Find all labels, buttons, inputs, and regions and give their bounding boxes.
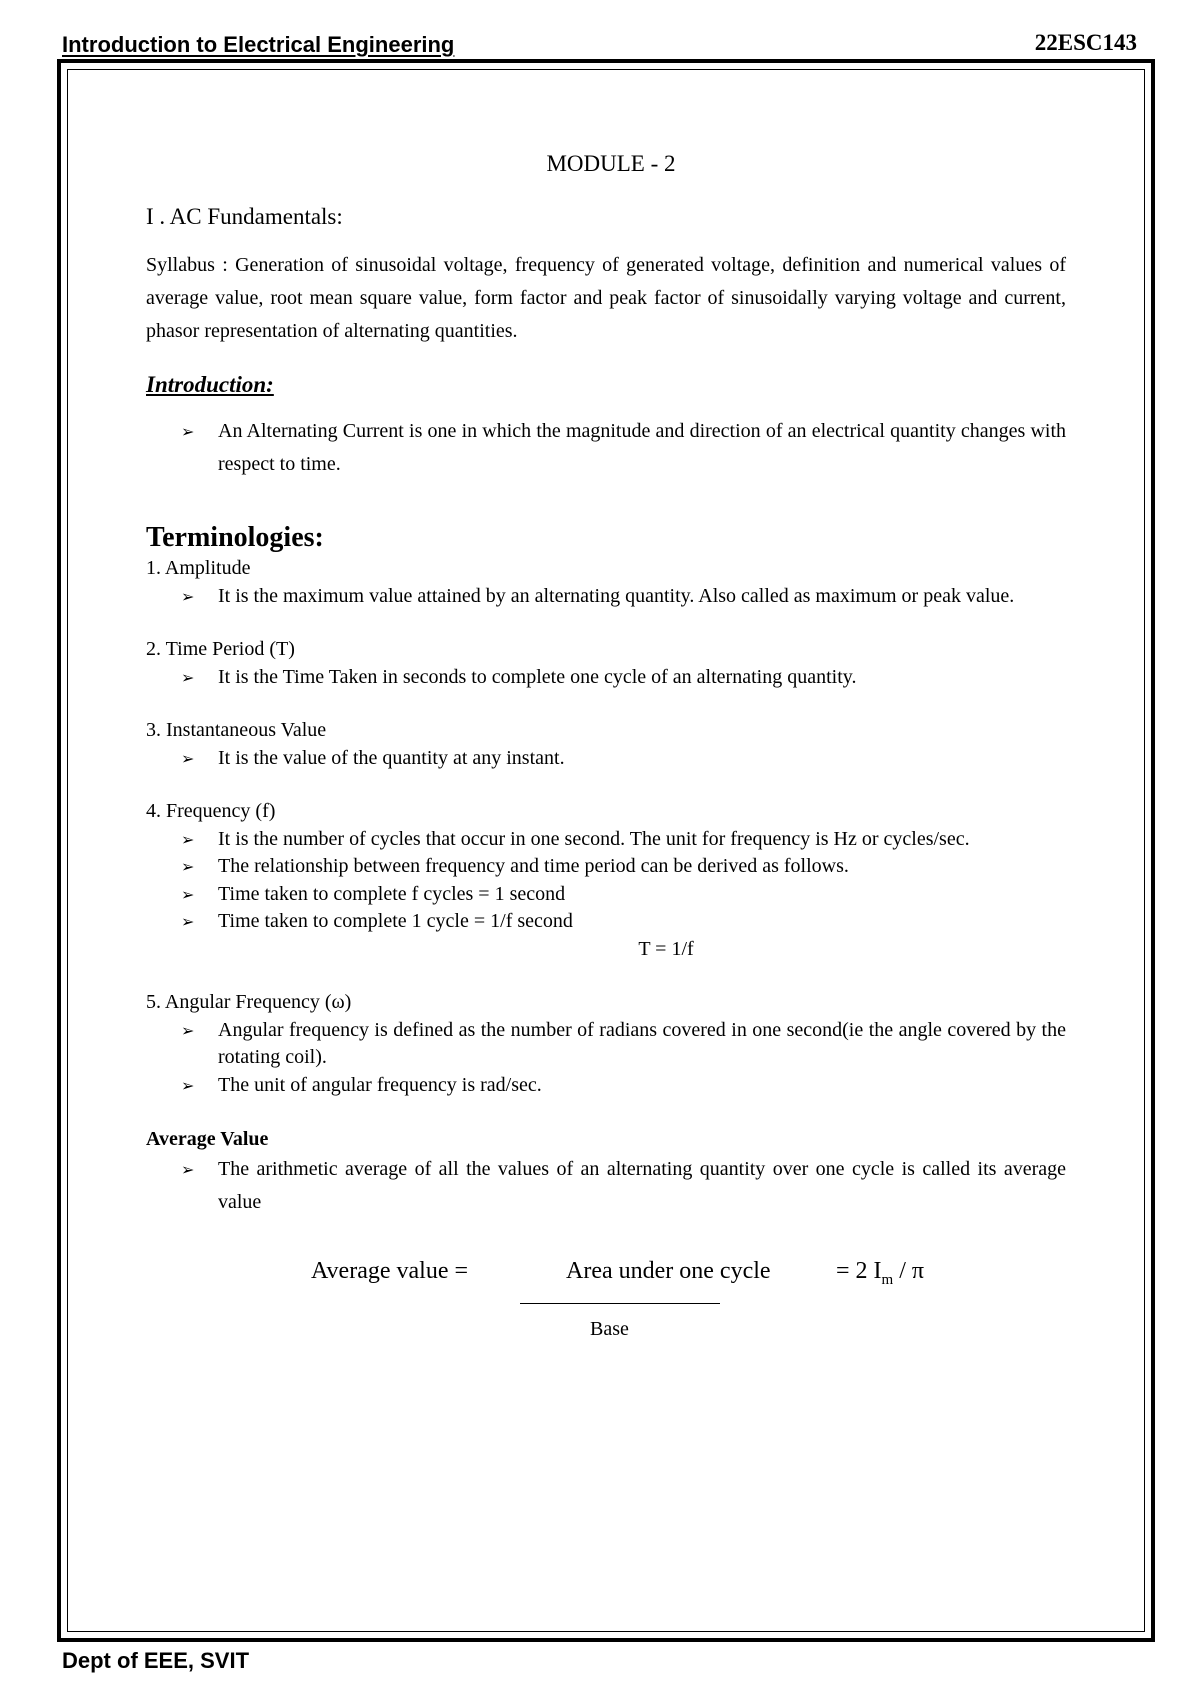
list-item: [146, 1017, 1066, 1072]
list-item: [146, 853, 1066, 881]
arrow-bullet-icon: ➢: [181, 884, 195, 904]
list-item: [146, 826, 1066, 854]
terminologies-heading: Terminologies:: [146, 522, 324, 553]
course-code: 22ESC143: [1034, 30, 1137, 55]
list-item: [146, 1072, 1066, 1100]
module-title: MODULE - 2: [546, 151, 676, 176]
section-title: I . AC Fundamentals:: [146, 204, 343, 229]
bullet-text: The arithmetic average of all the values of an alternating quantity over one cycle is called its average value: [218, 1158, 1066, 1213]
bullet-text: It is the maximum value attained by an alternating quantity. Also called as maximum or peak value.: [218, 584, 1015, 607]
average-value-heading: Average Value: [146, 1128, 269, 1150]
list-item: [146, 1153, 1066, 1219]
equation-period: T = 1/f: [638, 937, 694, 960]
term-title: 1. Amplitude: [146, 557, 251, 579]
list-item: [146, 745, 1066, 773]
average-value-list: [146, 1153, 1066, 1219]
header-title: Introduction to Electrical Engineering: [62, 32, 455, 57]
arrow-bullet-icon: ➢: [181, 422, 195, 441]
list-item: [146, 908, 1066, 936]
term-instantaneous-value: [146, 717, 1066, 772]
term-amplitude: [146, 555, 1066, 610]
term-title: 5. Angular Frequency (ω): [146, 991, 352, 1013]
bullet-text: It is the value of the quantity at any instant.: [218, 746, 565, 769]
page-content: [146, 142, 1066, 1357]
formula-rhs: [836, 1255, 924, 1297]
bullet-text: Angular frequency is defined as the number of radians covered in one second(ie the angle covered by the rotating coil).: [218, 1018, 1066, 1068]
formula-denominator: Base: [590, 1318, 629, 1340]
arrow-bullet-icon: ➢: [181, 912, 195, 931]
list-item: [146, 664, 1066, 692]
formula-lhs: Average value =: [311, 1258, 469, 1284]
arrow-bullet-icon: ➢: [181, 857, 195, 876]
average-value-formula: [146, 1237, 1066, 1357]
arrow-bullet-icon: ➢: [181, 1160, 195, 1179]
arrow-bullet-icon: ➢: [181, 586, 195, 606]
term-time-period: [146, 636, 1066, 691]
arrow-bullet-icon: ➢: [181, 667, 195, 687]
fraction-bar: [520, 1303, 720, 1304]
bullet-text: The unit of angular frequency is rad/sec.: [218, 1073, 542, 1096]
list-item: [146, 881, 1066, 909]
term-title: 4. Frequency (f): [146, 800, 276, 822]
arrow-bullet-icon: ➢: [181, 748, 195, 768]
bullet-text: An Alternating Current is one in which the magnitude and direction of an electrical quantity changes with respect to time.: [218, 420, 1066, 475]
syllabus-paragraph: Syllabus : Generation of sinusoidal voltage, frequency of generated voltage, definition and numerical values of average value, root mean square value, form factor and peak factor of sinusoidally varying voltage and current, phasor representation of alternating quantities.: [146, 254, 1066, 342]
formula-rhs-prefix: = 2 I: [836, 1258, 882, 1284]
term-frequency: [146, 798, 1066, 963]
bullet-text: It is the Time Taken in seconds to complete one cycle of an alternating quantity.: [218, 665, 857, 688]
bullet-text: The relationship between frequency and time period can be derived as follows.: [218, 855, 849, 877]
bullet-text: It is the number of cycles that occur in one second. The unit for frequency is Hz or cycles/sec.: [218, 827, 970, 850]
bullet-text: Time taken to complete f cycles = 1 second: [218, 882, 566, 905]
arrow-bullet-icon: ➢: [181, 829, 195, 849]
introduction-list: [146, 415, 1066, 481]
term-title: 2. Time Period (T): [146, 638, 295, 660]
arrow-bullet-icon: ➢: [181, 1020, 195, 1040]
footer-dept: Dept of EEE, SVIT: [62, 1648, 250, 1673]
formula-rhs-suffix: / π: [893, 1258, 924, 1284]
list-item: [146, 415, 1066, 481]
list-item: [146, 583, 1066, 611]
term-title: 3. Instantaneous Value: [146, 719, 327, 741]
introduction-heading: Introduction:: [146, 372, 274, 397]
term-angular-frequency: [146, 989, 1066, 1099]
formula-numerator: Area under one cycle: [566, 1258, 771, 1284]
bullet-text: Time taken to complete 1 cycle = 1/f second: [218, 910, 573, 932]
arrow-bullet-icon: ➢: [181, 1075, 195, 1095]
formula-rhs-subscript: m: [881, 1271, 894, 1288]
